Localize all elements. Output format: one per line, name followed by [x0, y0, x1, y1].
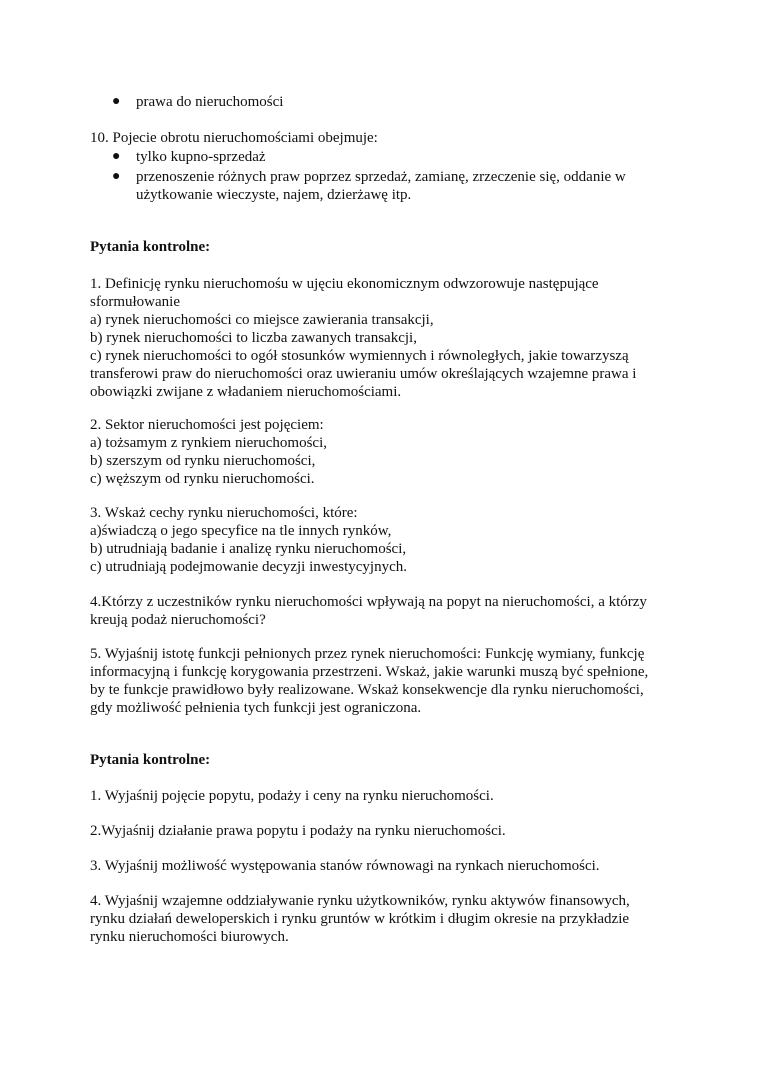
section-heading: Pytania kontrolne:: [90, 752, 211, 768]
bullet-icon: ●: [112, 149, 121, 164]
bullet-text: prawa do nieruchomości: [136, 94, 284, 110]
question-block: 3. Wyjaśnij możliwość występowania stanów równowagi na rynkach nieruchomości.: [90, 858, 600, 874]
question-block: 5. Wyjaśnij istotę funkcji pełnionych przez rynek nieruchomości: Funkcję wymiany, funkcję informacyjną i funkcję korygowania przestrzeni. Wskaż, jakie warunki muszą być spełnione, by te funkcje prawidłowo były realizowane. Wskaż konsekwencje dla rynku nieruchomości, gdy możliwość pełnienia tych funkcji jest ograniczona.: [90, 646, 649, 716]
question-block: 4. Wyjaśnij wzajemne oddziaływanie rynku użytkowników, rynku aktywów finansowych, rynku działań deweloperskich i rynku gruntów w krótkim i długim okresie na przykładzie rynku nieruchomości biurowych.: [90, 893, 630, 945]
question-block: 4.Którzy z uczestników rynku nieruchomości wpływają na popyt na nieruchomości, a którzy kreują podaż nieruchomości?: [90, 594, 647, 628]
section-heading: Pytania kontrolne:: [90, 239, 211, 255]
question-block: 3. Wskaż cechy rynku nieruchomości, które: a)świadczą o jego specyfice na tle innych rynków, b) utrudniają badanie i analizę rynku nieruchomości, c) utrudniają podejmowanie decyzji inwestycyjnych.: [90, 505, 407, 575]
question-block: 1. Wyjaśnij pojęcie popytu, podaży i ceny na rynku nieruchomości.: [90, 788, 494, 804]
bullet-icon: ●: [112, 94, 121, 109]
item10-title: 10. Pojecie obrotu nieruchomościami obejmuje:: [90, 130, 378, 146]
question-block: 1. Definicję rynku nieruchomośu w ujęciu ekonomicznym odwzorowuje następujące sformułowanie a) rynek nieruchomości co miejsce zawierania transakcji, b) rynek nieruchomości to liczba zawanych transakcji, c) rynek nieruchomości to ogół stosunków wymiennych i równoległych, jakie towarzyszą transferowi praw do nieruchomości oraz uwieraniu umów określających wzajemne prawa i obowiązki zwijane z władaniem nieruchomościami.: [90, 276, 637, 400]
question-block: 2. Sektor nieruchomości jest pojęciem: a) tożsamym z rynkiem nieruchomości, b) szerszym od rynku nieruchomości, c) węższym od rynku nieruchomości.: [90, 417, 328, 487]
bullet-text: przenoszenie różnych praw poprzez sprzedaż, zamianę, zrzeczenie się, oddanie w użytkowanie wieczyste, najem, dzierżawę itp.: [136, 169, 626, 203]
bullet-text: tylko kupno-sprzedaż: [136, 149, 266, 165]
bullet-icon: ●: [112, 169, 121, 184]
question-block: 2.Wyjaśnij działanie prawa popytu i podaży na rynku nieruchomości.: [90, 823, 506, 839]
